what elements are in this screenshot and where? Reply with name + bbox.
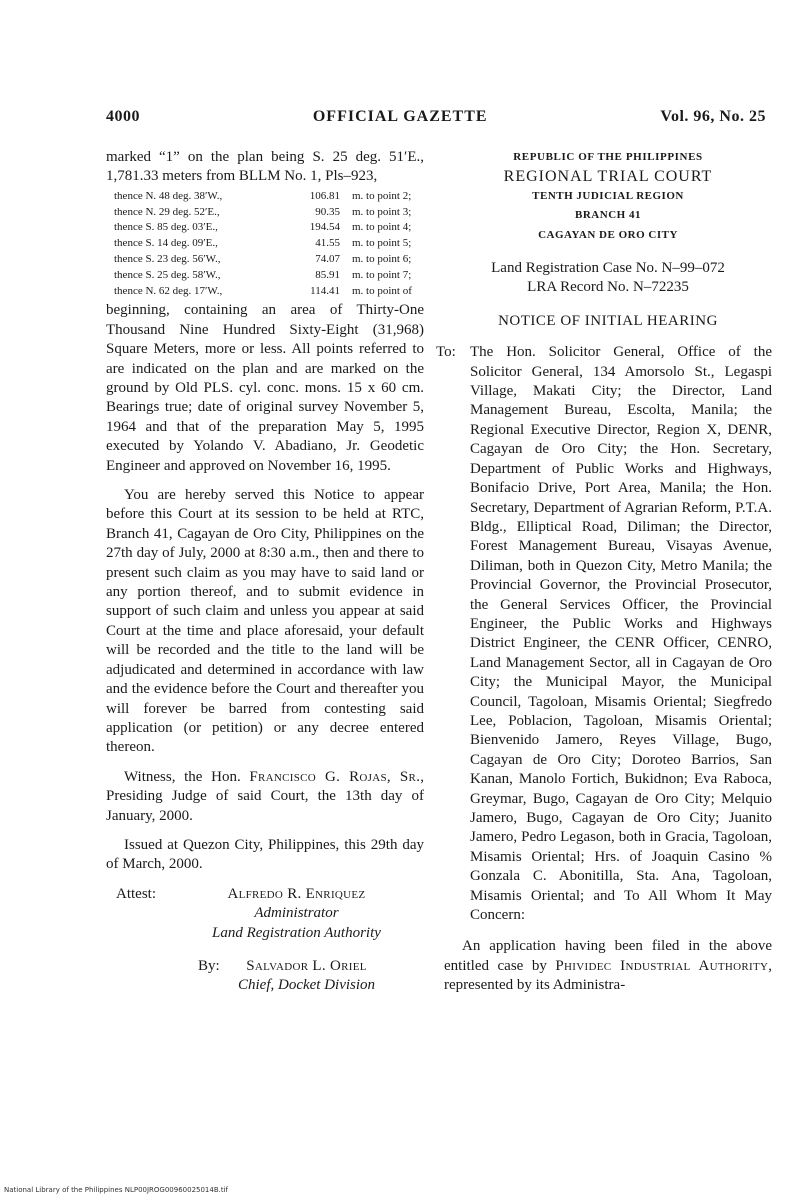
by-label: By: — [198, 957, 220, 974]
bearing-target: m. to point 3; — [352, 205, 412, 218]
bearing-row — [114, 189, 424, 205]
bearing-distance: 106.81 — [309, 189, 340, 202]
bearing-direction: thence N. 29 deg. 52′E., — [114, 205, 220, 218]
left-column — [106, 148, 424, 996]
bearing-row — [114, 205, 424, 221]
bearing-row — [114, 236, 424, 252]
city-line: CAGAYAN DE ORO CITY — [538, 228, 678, 241]
bearing-target: m. to point of — [352, 284, 412, 297]
applicant-name: Phividec Industrial Authority — [555, 957, 769, 974]
bearing-distance: 114.41 — [310, 284, 340, 297]
bearing-direction: thence S. 25 deg. 58′W., — [114, 268, 221, 281]
attest-signature — [212, 885, 381, 943]
witness-paragraph — [106, 768, 424, 826]
application-paragraph — [444, 937, 772, 995]
bearing-target: m. to point 6; — [352, 253, 412, 265]
court-name: REGIONAL TRIAL COURT — [503, 168, 713, 186]
by-title: Chief, Docket Division — [238, 977, 376, 994]
attest-label: Attest: — [116, 885, 156, 902]
served-paragraph: You are hereby served this Notice to appear before this Court at its session to be held at RTC, Branch 41, Cagayan de Oro City, Philippines on the 27th day of July, 2000 at 8:30 a.m., then and there to present such claim as you may have to said land or any portion thereof, and to submit evidence in support of such claim and unless you appear at said Court at the time and place aforesaid, your default will be recorded and the title to the land will be adjudicated and determined in accordance with law and the evidence before the Court and thereafter you will forever be barred from contesting said application (or petition) or any decree entered thereon. — [106, 487, 424, 756]
volume-number: Vol. 96, No. 25 — [660, 108, 766, 125]
attest-title: Administrator — [254, 905, 339, 922]
bearing-direction: thence S. 85 deg. 03′E., — [114, 221, 218, 234]
bearing-row — [114, 220, 424, 236]
right-column — [436, 148, 772, 1006]
bearing-direction: thence S. 14 deg. 09′E., — [114, 237, 218, 250]
intro-paragraph: marked “1” on the plan being S. 25 deg. 51′E., 1,781.33 meters from BLLM No. 1, Pls–923, — [106, 149, 424, 185]
notice-title: NOTICE OF INITIAL HEARING — [498, 312, 718, 329]
by-signature — [238, 957, 375, 996]
application-prefix: An application having been filed in the above entitled case by — [444, 938, 772, 974]
bearing-direction: thence N. 48 deg. 38′W., — [114, 189, 223, 202]
bearing-target: m. to point 4; — [352, 221, 412, 234]
beginning-paragraph: beginning, containing an area of Thirty-One Thousand Nine Hundred Sixty-Eight (31,968) Square Meters, more or less. All points referred to are indicated on the plan and are marked on the ground by Old PLS. cyl. conc. mons. 15 x 60 cm. Bearings true; date of original survey November 5, 1964 and that of the preparation May 5, 1995 executed by Yolando V. Abadiano, Jr. Geodetic Engineer and approved on November 16, 1995. — [106, 302, 424, 474]
bearing-target: m. to point 7; — [352, 268, 412, 281]
bearing-target: m. to point 2; — [352, 189, 412, 202]
bearings-table — [114, 189, 424, 300]
bearing-target: m. to point 5; — [352, 237, 412, 250]
judicial-region: TENTH JUDICIAL REGION — [532, 189, 684, 202]
publication-title: OFFICIAL GAZETTE — [312, 108, 488, 125]
bearing-distance: 74.07 — [315, 253, 340, 265]
witness-suffix: , Presiding Judge of said Court, the 13th day of January, 2000. — [106, 768, 424, 824]
page-number: 4000 — [106, 108, 140, 125]
bearing-row — [114, 268, 424, 284]
case-numbers — [444, 259, 772, 298]
attest-name: Alfredo R. Enriquez — [227, 885, 366, 902]
bearing-distance: 85.91 — [315, 268, 340, 281]
attest-block — [116, 885, 424, 943]
lra-record-number: LRA Record No. N–72235 — [527, 279, 689, 296]
page-header — [106, 108, 766, 132]
case-number: Land Registration Case No. N–99–072 — [491, 260, 725, 277]
bearing-direction: thence N. 62 deg. 17′W., — [114, 284, 223, 297]
issued-paragraph: Issued at Quezon City, Philippines, this 29th day of March, 2000. — [106, 836, 424, 873]
addressees-text: The Hon. Solicitor General, Office of the Solicitor General, 134 Amorsolo St., Legaspi Village, Makati City; the Director, Land Management Bureau, Escolta, Manila; the Regional Executive Director, Region X, DENR, Cagayan de Oro City; the Hon. Secretary, Department of Public Works and Highways, Bonifacio Drive, Port Area, Manila; the Hon. Secretary, Department of Agrarian Reform, P.T.A. Bldg., Elliptical Road, Diliman; the Director, Forest Management Bureau, Visayas Avenue, Diliman, both in Quezon City, Metro Manila; the Provincial Governor, the Provincial Prosecutor, the General Services Officer, the Provincial Engineer, the Public Works and Highways District Engineer, the CENR Officer, CENRO, Land Management Sector, all in Cagayan de Oro City; the Municipal Mayor, the Municipal Council, Tagoloan, Misamis Oriental; Siegfredo Lee, Poblacion, Tagoloan, Misamis Oriental; Bienvenido Jamero, Reyes Village, Bugo, Cagayan de Oro City; Doroteo Barrios, San Kanan, Manolo Fortich, Bukidnon; Eva Raboca, Greymar, Bugo, Cagayan de Oro City; Melquio Jamero, Bugo, Cagayan de Oro City; Juanito Jamero, Pedro Legason, both in Gracia, Tagoloan, Misamis Oriental; Hrs. of Joaquin Casino % Gonzala C. Abonitilla, Sta. Ana, Tagoloan, Misamis Oriental; and To All Whom It May Concern: — [470, 344, 772, 924]
scan-source-footer: National Library of the Philippines NLP00JROG00960025014B.tif — [4, 1186, 229, 1194]
court-heading — [444, 148, 772, 245]
branch-line: BRANCH 41 — [575, 209, 641, 222]
by-block — [198, 957, 424, 996]
to-label: To: — [436, 344, 456, 361]
witness-prefix: Witness, the Hon. — [124, 768, 241, 785]
attest-agency: Land Registration Authority — [212, 924, 381, 941]
by-name: Salvador L. Oriel — [246, 957, 367, 974]
bearing-distance: 90.35 — [315, 205, 340, 218]
application-suffix: , represented by its Administra- — [444, 957, 772, 994]
bearing-row — [114, 252, 424, 268]
witness-name: Francisco G. Rojas, Sr. — [249, 768, 421, 785]
addressees-block — [436, 343, 772, 925]
bearing-direction: thence S. 23 deg. 56′W., — [114, 253, 221, 265]
bearing-distance: 41.55 — [315, 237, 340, 250]
republic-line: REPUBLIC OF THE PHILIPPINES — [513, 151, 703, 163]
bearing-distance: 194.54 — [309, 221, 340, 234]
bearing-row — [114, 284, 424, 300]
